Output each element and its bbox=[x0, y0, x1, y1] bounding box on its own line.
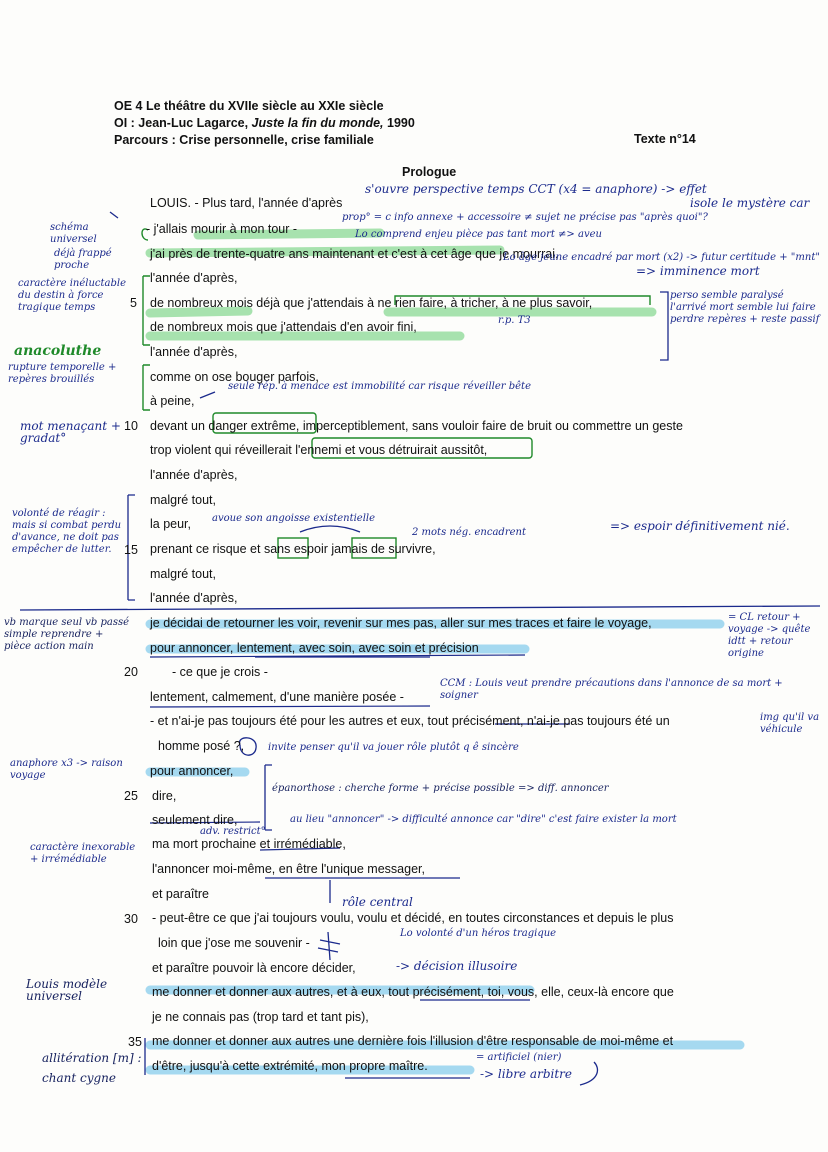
annotation-caractere-ineluctable: caractère inéluctable du destin à force tragique temps bbox=[18, 278, 127, 313]
annotation-rp-t3: r.p. T3 bbox=[498, 315, 531, 326]
work-title: Juste la fin du monde, bbox=[251, 116, 384, 130]
text-line-9: à peine, bbox=[150, 394, 195, 408]
annotation-perso-paralyse: perso semble paralysé l'arrivé mort semble lui faire perdre repères + reste passif bbox=[670, 290, 820, 325]
text-line-1: LOUIS. - Plus tard, l'année d'après bbox=[150, 196, 343, 210]
text-line-20: - ce que je crois - bbox=[172, 665, 268, 679]
annotation-mots-negatifs: 2 mots nég. encadrent bbox=[412, 527, 526, 538]
text-line-12: l'année d'après, bbox=[150, 468, 238, 482]
text-line-29: et paraître bbox=[152, 887, 209, 901]
annotation-precautions: CCM : Louis veut prendre précautions dans l'annonce de sa mort + soigner bbox=[440, 678, 783, 701]
text-line-25: dire, bbox=[152, 789, 177, 803]
text-line-26: seulement dire, bbox=[152, 813, 238, 827]
text-line-15: prenant ce risque et sans espoir jamais de survivre, bbox=[150, 542, 436, 556]
annotation-age-jeune: Lo âge jeune encadré par mort (x2) -> futur certitude + "mnt" bbox=[503, 252, 820, 263]
text-line-11: trop violent qui réveillerait l'ennemi et vous détruirait aussitôt, bbox=[150, 443, 488, 457]
annotation-seule-reponse: seule rép. à menace est immobilité car risque réveiller bête bbox=[228, 381, 531, 392]
annotation-espoir-nie: => espoir définitivement nié. bbox=[610, 519, 790, 533]
text-line-35: me donner et donner aux autres une dernière fois l'illusion d'être responsable de moi-même et bbox=[152, 1034, 674, 1048]
parcours-heading: Parcours : Crise personnelle, crise familiale bbox=[114, 133, 374, 147]
annotation-deja-frappe: déjà frappé proche bbox=[54, 248, 112, 271]
annotation-heros-tragique: Lo volonté d'un héros tragique bbox=[400, 928, 557, 939]
text-line-6: de nombreux mois que j'attendais d'en avoir fini, bbox=[150, 320, 417, 334]
text-line-22: - et n'ai-je pas toujours été pour les autres et eux, tout précisément, n'ai-je pas toujours été un bbox=[150, 714, 670, 728]
annotation-artificiel: = artificiel (nier) bbox=[476, 1052, 562, 1063]
text-line-4: l'année d'après, bbox=[150, 271, 238, 285]
text-line-13: malgré tout, bbox=[150, 493, 217, 507]
text-line-28: l'annoncer moi-même, en être l'unique messager, bbox=[152, 862, 425, 876]
work-reference bbox=[114, 115, 415, 131]
text-line-30: - peut-être ce que j'ai toujours voulu, voulu et décidé, en toutes circonstances et depuis le plus bbox=[152, 911, 674, 925]
line-number-5: 5 bbox=[130, 296, 137, 310]
line-number-15: 15 bbox=[124, 543, 138, 557]
text-line-8: comme on ose bouger parfois, bbox=[150, 370, 319, 384]
line-number-30: 30 bbox=[124, 912, 138, 926]
annotation-jouer-role: invite penser qu'il va jouer rôle plutôt q ê sincère bbox=[268, 742, 519, 753]
text-line-16: malgré tout, bbox=[150, 567, 217, 581]
text-line-7: l'année d'après, bbox=[150, 345, 238, 359]
work-reference-prefix: OI : Jean-Luc Lagarce, bbox=[114, 116, 252, 130]
annotation-rupture-temporelle: rupture temporelle + repères brouillés bbox=[8, 362, 117, 385]
annotation-role-central: rôle central bbox=[342, 895, 413, 909]
annotation-angoisse-existentielle: avoue son angoisse existentielle bbox=[212, 513, 376, 524]
annotation-anaphore-voyage: anaphore x3 -> raison voyage bbox=[10, 758, 123, 781]
text-line-23: homme posé ?, bbox=[158, 739, 245, 753]
annotation-anacoluthe: anacoluthe bbox=[14, 343, 102, 359]
annotation-mot-menacant: mot menaçant + gradat° bbox=[20, 419, 121, 445]
text-line-18: je décidai de retourner les voir, revenir sur mes pas, aller sur mes traces et faire le voyage, bbox=[150, 616, 652, 630]
text-line-33: me donner et donner aux autres, et à eux, tout précisément, toi, vous, elle, ceux-là encore que bbox=[152, 985, 674, 999]
annotation-passe-simple: vb marque seul vb passé simple reprendre + pièce action main bbox=[4, 617, 130, 652]
text-number: Texte n°14 bbox=[634, 132, 696, 146]
annotation-decision-illusoire: -> décision illusoire bbox=[396, 959, 518, 973]
annotation-alliteration: allitération [m] : chant cygne bbox=[42, 1051, 142, 1085]
annotation-isole-mystere: isole le mystère car bbox=[690, 196, 810, 210]
text-line-21: lentement, calmement, d'une manière posée - bbox=[150, 690, 404, 704]
text-line-14: la peur, bbox=[150, 517, 192, 531]
work-year: 1990 bbox=[383, 116, 415, 130]
text-line-31: loin que j'ose me souvenir - bbox=[158, 936, 310, 950]
course-heading: OE 4 Le théâtre du XVIIe siècle au XXIe siècle bbox=[114, 99, 384, 113]
annotation-schema-universel: schéma universel bbox=[50, 222, 97, 245]
text-line-2: - j'allais mourir à mon tour - bbox=[146, 222, 298, 236]
text-line-5: de nombreux mois déjà que j'attendais à ne rien faire, à tricher, à ne plus savoir, bbox=[150, 296, 593, 310]
line-number-25: 25 bbox=[124, 789, 138, 803]
annotation-adverbe-restrictif: adv. restrict° bbox=[200, 826, 266, 837]
text-line-24: pour annoncer, bbox=[150, 764, 234, 778]
line-number-20: 20 bbox=[124, 665, 138, 679]
text-line-36: d'être, jusqu'à cette extrémité, mon propre maître. bbox=[152, 1059, 428, 1073]
section-title: Prologue bbox=[402, 165, 457, 179]
text-line-17: l'année d'après, bbox=[150, 591, 238, 605]
annotation-louis-modele: Louis modèle universel bbox=[26, 977, 108, 1003]
text-line-19: pour annoncer, lentement, avec soin, avec soin et précision bbox=[150, 641, 479, 655]
annotation-image-vehicule: img qu'il va véhicule bbox=[760, 712, 820, 735]
text-line-27: ma mort prochaine et irrémédiable, bbox=[152, 837, 346, 851]
text-line-10: devant un danger extrême, imperceptiblement, sans vouloir faire de bruit ou commettre un geste bbox=[150, 419, 683, 433]
annotation-retour-voyage: = CL retour + voyage -> quête idtt + retour origine bbox=[728, 612, 811, 659]
annotation-epanorthose: épanorthose : cherche forme + précise possible => diff. annoncer bbox=[272, 783, 609, 794]
annotation-imminence-mort: => imminence mort bbox=[636, 264, 760, 278]
line-number-10: 10 bbox=[124, 419, 138, 433]
text-line-34: je ne connais pas (trop tard et tant pis), bbox=[152, 1010, 369, 1024]
annotation-inexorable: caractère inexorable + irrémédiable bbox=[30, 842, 136, 865]
annotation-libre-arbitre: -> libre arbitre bbox=[480, 1067, 573, 1081]
annotation-proposition-annexe: prop° = c info annexe + accessoire ≠ sujet ne précise pas "après quoi"? bbox=[342, 212, 708, 223]
line-number-35: 35 bbox=[128, 1035, 142, 1049]
annotation-perspective-temps: s'ouvre perspective temps CCT (x4 = anaphore) -> effet bbox=[365, 182, 707, 196]
annotation-enjeu-piece: Lo comprend enjeu pièce pas tant mort ≠> aveu bbox=[355, 229, 602, 240]
text-line-3: j'ai près de trente-quatre ans maintenant et c'est à cet âge que je mourrai, bbox=[150, 247, 559, 261]
annotation-volonte-reagir: volonté de réagir : mais si combat perdu d'avance, ne doit pas empêcher de lutter. bbox=[12, 508, 122, 555]
annotation-au-lieu-annoncer: au lieu "annoncer" -> difficulté annonce car "dire" c'est faire exister la mort bbox=[290, 814, 677, 825]
text-line-32: et paraître pouvoir là encore décider, bbox=[152, 961, 356, 975]
